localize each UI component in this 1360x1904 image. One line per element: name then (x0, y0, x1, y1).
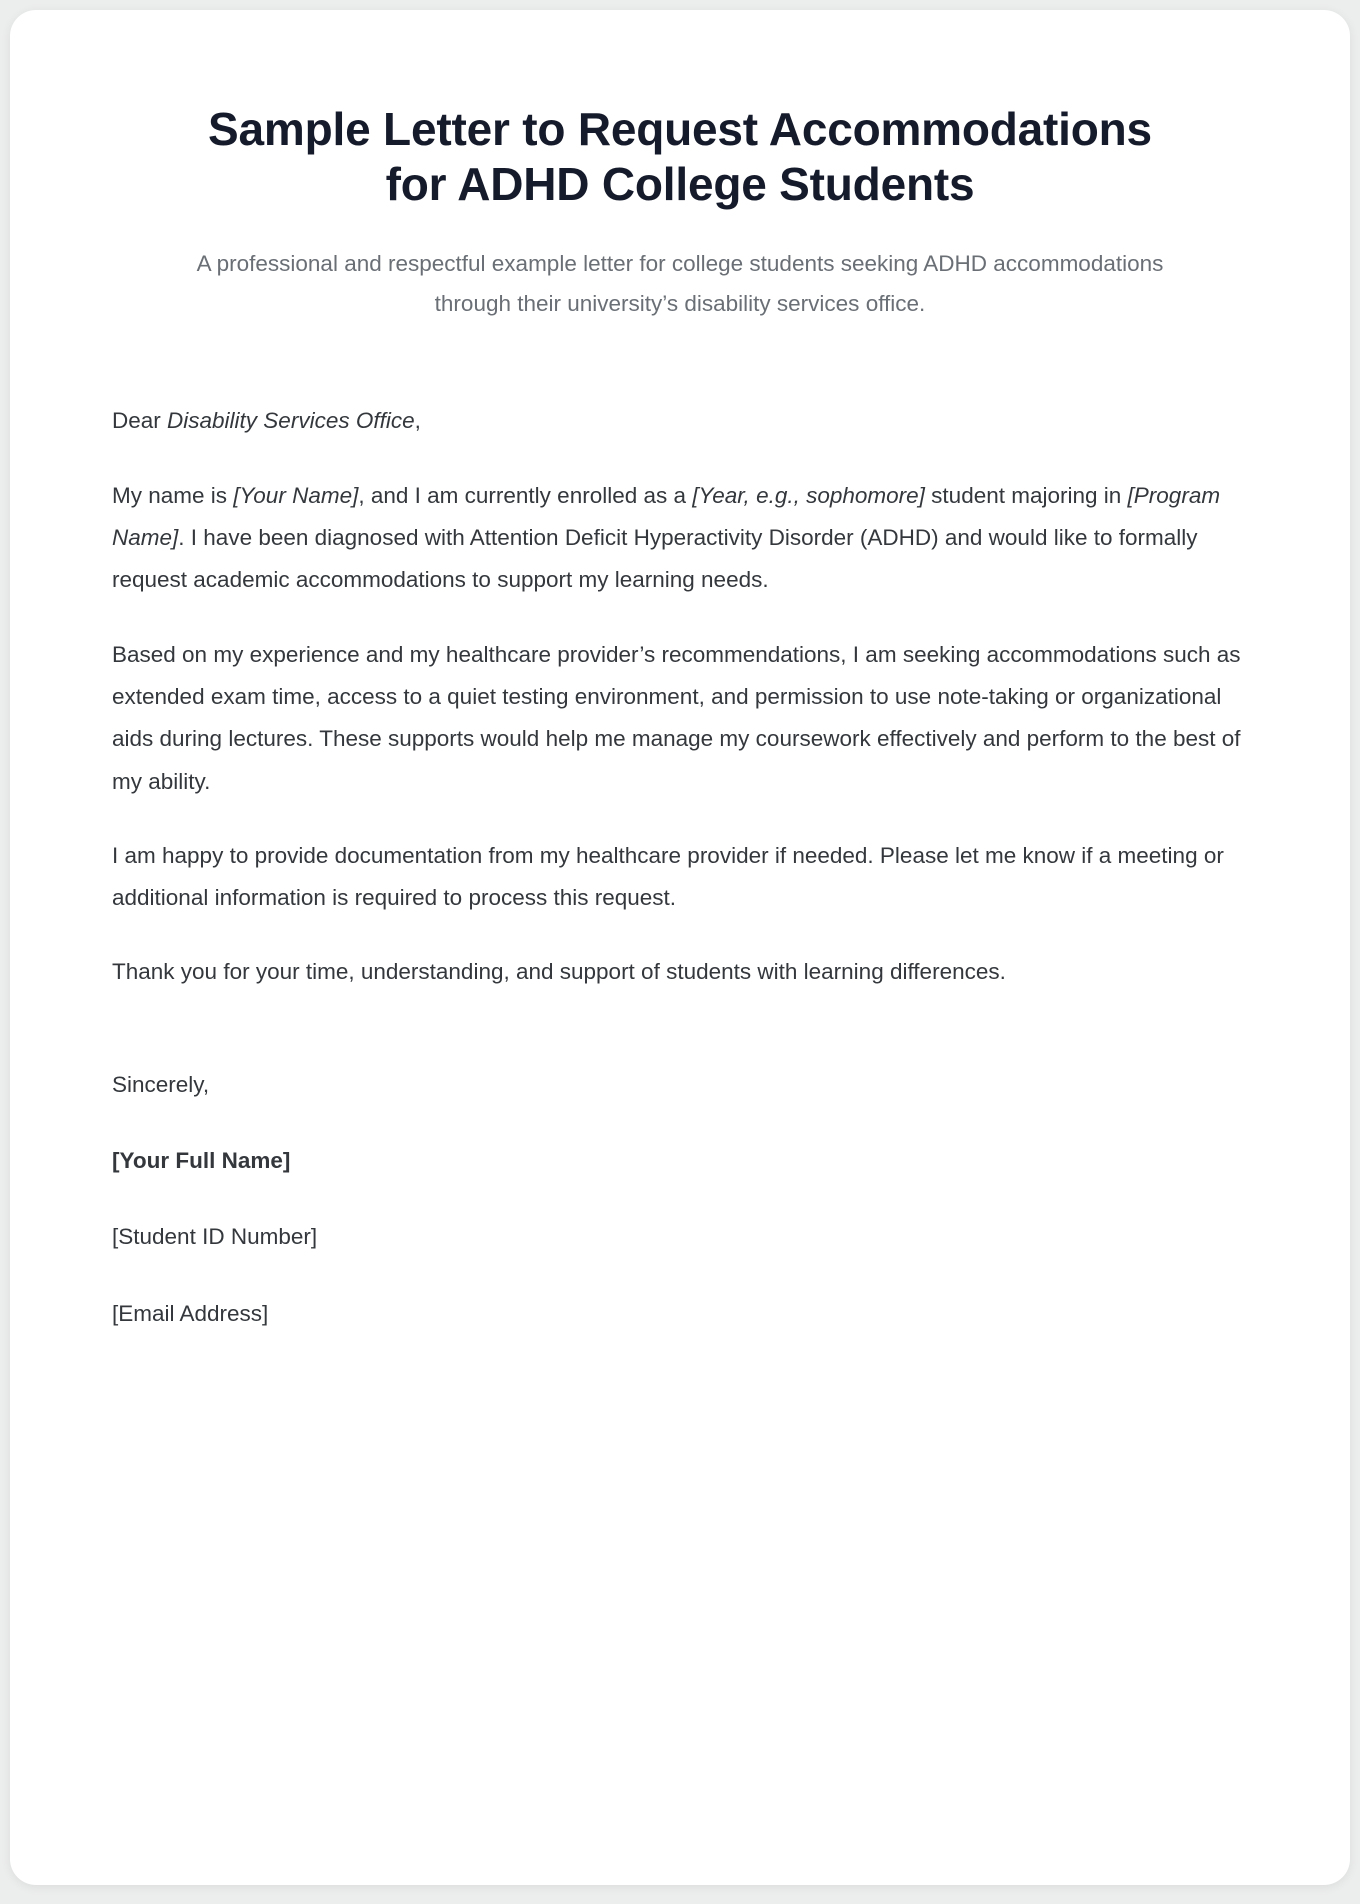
paragraph-documentation (112, 835, 1242, 920)
letter-card (10, 10, 1350, 1885)
text-segment: , and I am currently enrolled as a (358, 482, 693, 508)
page-subtitle: A professional and respectful example letter for college students seeking ADHD accommodations through their university’s disability services office. (196, 251, 1164, 317)
text-segment: student majoring in (924, 482, 1128, 508)
text-segment: Thank you for your time, understanding, and support of students with learning differences. (112, 959, 1006, 985)
text-segment: My name is (112, 482, 234, 508)
paragraph-intro (112, 475, 1242, 602)
text-segment: I am happy to provide documentation from my healthcare provider if needed. Please let me know if a meeting or additional information is required to process this request. (112, 842, 1224, 911)
signature-block (112, 1064, 1242, 1335)
text-segment: Based on my experience and my healthcare provider’s recommendations, I am seeking accommodations such as extended exam time, access to a quiet testing environment, and permission to use note-taking or organizational aids during lectures. These supports would help me manage my coursework effectively and perform to the best of my ability. (112, 641, 1241, 794)
placeholder-your-name: [Your Name] (233, 482, 359, 508)
closing-line: Sincerely, (112, 1071, 210, 1097)
page-title: Sample Letter to Request Accommodations for ADHD College Students (208, 103, 1152, 211)
salutation (112, 400, 1242, 442)
paragraph-thanks (112, 951, 1242, 993)
card-inner (10, 10, 1350, 1335)
letter-body (112, 400, 1242, 1334)
placeholder-program-name: [Program Name] (112, 482, 1221, 551)
salutation-trail: , (414, 408, 421, 434)
placeholder-year: [Year, e.g., sophomore] (692, 482, 925, 508)
paragraph-accommodations (112, 634, 1242, 803)
text-segment: . I have been diagnosed with Attention Deficit Hyperactivity Disorder (ADHD) and would like to formally request academic accommodations to support my learning needs. (112, 525, 1198, 593)
salutation-recipient: Disability Services Office (167, 408, 415, 434)
salutation-lead: Dear (112, 408, 168, 434)
signature-email: [Email Address] (112, 1300, 269, 1326)
signature-full-name: [Your Full Name] (112, 1148, 291, 1174)
signature-student-id: [Student ID Number] (112, 1224, 318, 1250)
